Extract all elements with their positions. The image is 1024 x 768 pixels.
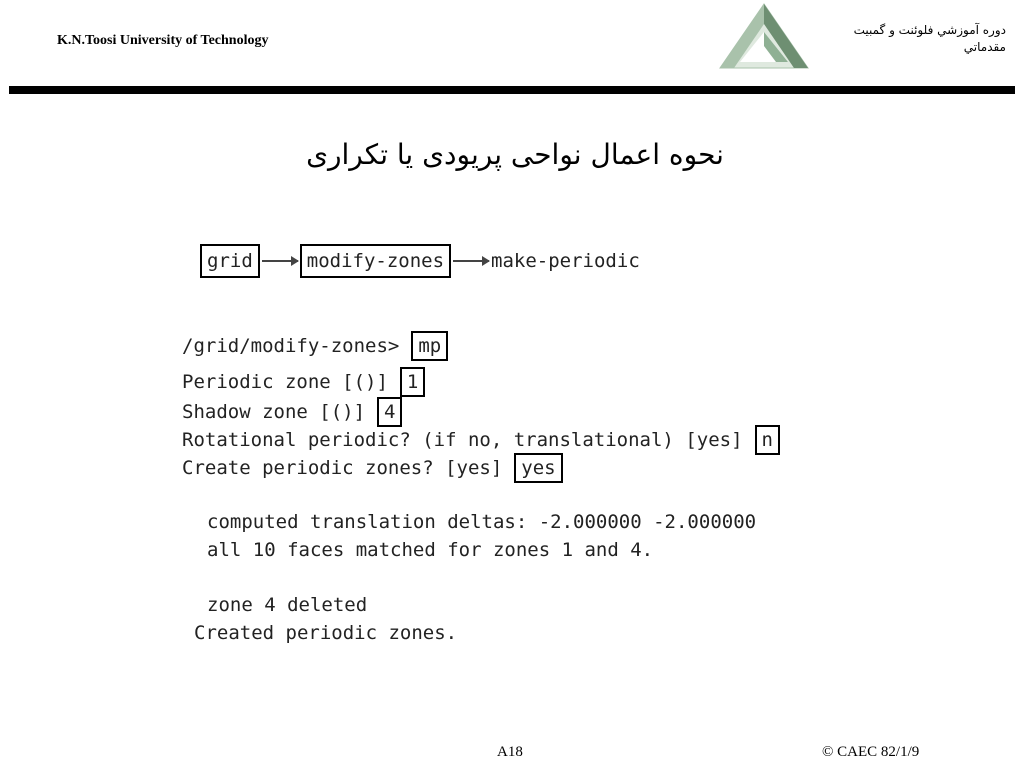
console-question-line (182, 367, 425, 397)
prompt-input: mp (411, 331, 448, 361)
console-question: Create periodic zones? [yes] (182, 457, 503, 479)
header-divider (9, 86, 1015, 94)
caec-logo (718, 2, 810, 70)
console-question: Shadow zone [()] (182, 401, 366, 423)
course-title-line2: مقدماتي (963, 40, 1006, 54)
answer-input: n (755, 425, 780, 455)
course-title (786, 22, 1006, 56)
page-number: A18 (497, 744, 523, 760)
flow-step-make-periodic: make-periodic (491, 250, 640, 272)
arrow-icon (453, 260, 489, 262)
console-question-line (182, 397, 402, 427)
flow-step-modify-zones: modify-zones (300, 244, 451, 278)
console-output: all 10 faces matched for zones 1 and 4. (207, 539, 654, 561)
course-title-line1: دوره آموزشي فلوئنت و گمبيت (853, 23, 1006, 37)
console-output: Created periodic zones. (194, 622, 458, 644)
console-question-line (182, 425, 780, 455)
university-name: K.N.Toosi University of Technology (57, 33, 269, 48)
console-output: computed translation deltas: -2.000000 -2.000000 (207, 511, 757, 533)
console-prompt-line (182, 331, 448, 361)
flow-step-grid: grid (200, 244, 260, 278)
answer-input: yes (514, 453, 562, 483)
console-question-line (182, 453, 563, 483)
answer-input: 4 (377, 397, 402, 427)
console-question: Periodic zone [()] (182, 371, 388, 393)
console-question: Rotational periodic? (if no, translational) [yes] (182, 429, 743, 451)
slide-title: نحوه اعمال نواحی پریودی یا تکراری (306, 138, 724, 171)
arrow-icon (262, 260, 298, 262)
command-flow (200, 243, 640, 279)
console-prompt: /grid/modify-zones> (182, 335, 400, 357)
answer-input: 1 (400, 367, 425, 397)
console-output: zone 4 deleted (207, 594, 368, 616)
copyright: © CAEC 82/1/9 (822, 744, 920, 760)
